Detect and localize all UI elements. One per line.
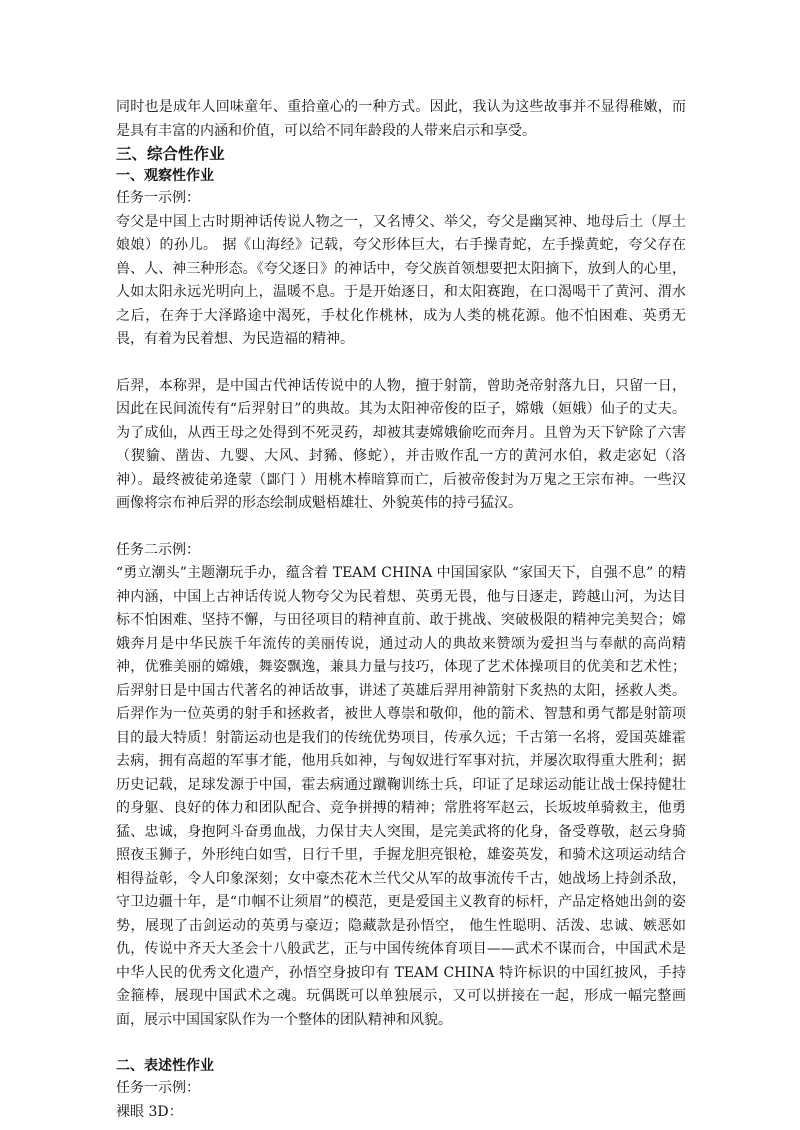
paragraph-spacer — [116, 516, 686, 539]
subheading-observational-homework: 一、观察性作业 — [116, 168, 214, 184]
task-one-example-label-2: 任务一示例： — [116, 1080, 200, 1096]
section-heading-comprehensive-homework: 三、综合性作业 — [116, 145, 225, 163]
task-two-example-label: 任务二示例： — [116, 541, 200, 558]
intro-paragraph: 同时也是成年人回味童年、重拾童心的一种方式。因此，我认为这些故事并不显得稚嫩，而是具有丰富的内涵和价值，可以给不同年龄段的人带来启示和享受。 — [116, 99, 686, 139]
kuafu-paragraph: 夸父是中国上古时期神话传说人物之一，又名博父、举父，夸父是幽冥神、地母后土（厚土娘娘）的孙儿。 据《山海经》记载，夸父形体巨大，右手操青蛇，左手操黄蛇，夸父存在兽、人、神三种形态。《夸父逐日》的神话中，夸父族首领想要把太阳摘下，放到人的心里，人如太阳永远光明向上，温暖不息。于是开始逐日，和太阳赛跑，在口渴喝干了黄河、渭水之后，在奔于大泽路途中渴死，手杖化作桃林，成为人类的桃花源。他不怕困难、英勇无畏，有着为民着想、为民造福的精神。 — [116, 213, 686, 347]
task-one-example-label: 任务一示例： — [116, 190, 200, 206]
paragraph-spacer — [116, 352, 686, 375]
document-body — [116, 96, 686, 1124]
houyi-paragraph: 后羿，本称羿，是中国古代神话传说中的人物，擅于射箭，曾助尧帝射落九日，只留一日，因此在民间流传有“后羿射日”的典故。其为太阳神帝俊的臣子，嫦娥（姮娥）仙子的丈夫。为了成仙，从西王母之处得到不死灵药，却被其妻嫦娥偷吃而奔月。且曾为天下铲除了六害（猰貐、凿齿、九婴、大风、封豨、修蛇），并击败作乱一方的黄河水伯，救走宓妃（洛神）。最终被徒弟逄蒙（𨜵门 ）用桃木棒暗算而亡，后被帝俊封为万鬼之王宗布神。一些汉画像将宗布神后羿的形态绘制成魁梧雄壮、外貌英伟的持弓猛汉。 — [116, 377, 686, 511]
naked-eye-3d-label: 裸眼 3D： — [116, 1103, 183, 1120]
team-china-paragraph: “勇立潮头”主题潮玩手办，蕴含着 TEAM CHINA 中国国家队 “家国天下，自强不息” 的精神内涵，中国上古神话传说人物夸父为民着想、英勇无畏，他与日逐走，跨越山河，为达目标不怕困难、坚持不懈，与田径项目的精神直前、敢于挑战、突破极限的精神完美契合；嫦娥奔月是中华民族千年流传的美丽传说，通过动人的典故来赞颂为爱担当与奉献的高尚精神，优雅美丽的嫦娥，舞姿飘逸，兼具力量与技巧，体现了艺术体操项目的优美和艺术性；后羿射日是中国古代著名的神话故事，讲述了英雄后羿用神箭射下炙热的太阳，拯救人类。后羿作为一位英勇的射手和拯救者，被世人尊崇和敬仰，他的箭术、智慧和勇气都是射箭项目的最大特质！射箭运动也是我们的传统优势项目，传承久远；千古第一名将，爱国英雄霍去病，拥有高超的军事才能，他用兵如神，与匈奴进行军事对抗，并屡次取得重大胜利；据历史记载，足球发源于中国，霍去病通过蹴鞠训练士兵，印证了足球运动能让战士保持健壮的身躯、良好的体力和团队配合、竞争拼搏的精神；常胜将军赵云，长坂坡单骑救主，他勇猛、忠诚，身抱阿斗奋勇血战，力保甘夫人突围，是完美武将的化身，备受尊敬，赵云身骑照夜玉狮子，外形纯白如雪，日行千里，手握龙胆亮银枪，雄姿英发，和骑术这项运动结合相得益彰，令人印象深刻；女中豪杰花木兰代父从军的故事流传千古，她战场上持剑杀敌，守卫边疆十年，是“巾帼不让须眉”的模范，更是爱国主义教育的标杆，产品定格她出剑的姿势，展现了击剑运动的英勇与豪迈；隐藏款是孙悟空， 他生性聪明、活泼、忠诚、嫉恶如仇，传说中齐天大圣会十八般武艺，正与中国传统体育项目——武术不谋而合，中国武术是中华人民的优秀文化遗产，孙悟空身披印有 TEAM CHINA 特许标识的中国红披风，手持金箍棒，展现中国武术之魂。玩偶既可以单独展示，又可以拼接在一起，形成一幅完整画面，展示中国国家队作为一个整体的团队精神和风貌。 — [116, 565, 686, 1028]
paragraph-spacer — [116, 1032, 686, 1055]
subheading-descriptive-homework: 二、表述性作业 — [116, 1058, 214, 1074]
